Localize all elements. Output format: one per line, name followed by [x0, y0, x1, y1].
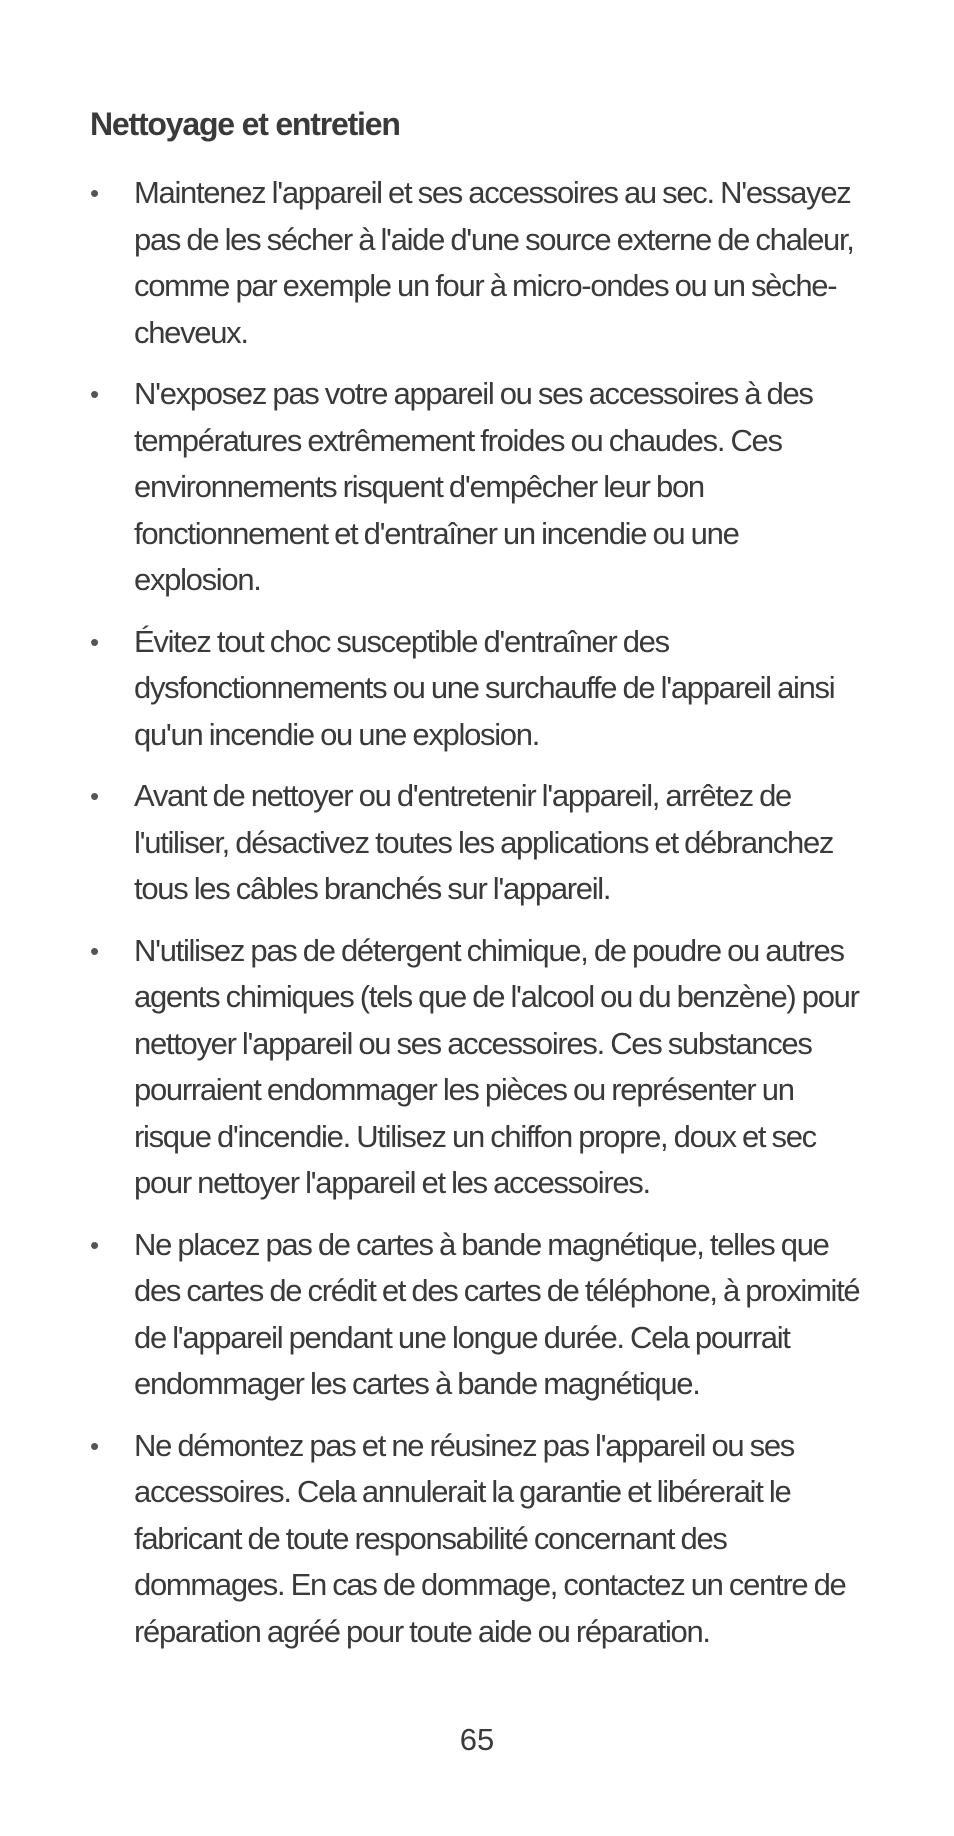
- list-item: [90, 773, 870, 913]
- bullet-icon: •: [90, 626, 98, 657]
- list-item-text: Évitez tout choc susceptible d'entraîner des dysfonctionnements ou une surchauffe de l'appareil ainsi qu'un incendie ou une explosion.: [134, 623, 835, 752]
- list-item: [90, 1423, 870, 1656]
- list-item: [90, 371, 870, 604]
- bullet-icon: •: [90, 781, 98, 811]
- list-item-text: Avant de nettoyer ou d'entretenir l'appareil, arrêtez de l'utiliser, désactivez toutes les applications et débranchez tous les câbles branchés sur l'appareil.: [134, 778, 834, 906]
- list-item-text: N'exposez pas votre appareil ou ses accessoires à des températures extrêmement froides ou chaudes. Ces environnements risquent d'empêcher leur bon fonctionnement et d'entraîner un incendie ou une explosion.: [134, 376, 813, 597]
- bullet-list: [90, 170, 870, 1670]
- list-item-text: Ne démontez pas et ne réusinez pas l'appareil ou ses accessoires. Cela annulerait la garantie et libérerait le fabricant de toute responsabilité concernant des dommages. En cas de dommage, contactez un centre de réparation agréé pour toute aide ou réparation.: [134, 1427, 846, 1649]
- list-item-text: N'utilisez pas de détergent chimique, de poudre ou autres agents chimiques (tels que de l'alcool ou du benzène) pour nettoyer l'appareil ou ses accessoires. Ces substances pourraient endommager les pièces ou représenter un risque d'incendie. Utilisez un chiffon propre, doux et sec pour nettoyer l'appareil et les accessoires.: [134, 932, 859, 1200]
- page-number: 65: [459, 1722, 495, 1757]
- bullet-icon: •: [90, 935, 98, 966]
- section-heading: Nettoyage et entretien: [90, 106, 400, 142]
- list-item: [90, 1222, 870, 1408]
- list-item: [90, 170, 870, 356]
- bullet-icon: •: [90, 1229, 98, 1260]
- list-item-text: Ne placez pas de cartes à bande magnétique, telles que des cartes de crédit et des cartes de téléphone, à proximité de l'appareil pendant une longue durée. Cela pourrait endommager les cartes à bande magnétique.: [134, 1226, 860, 1401]
- bullet-icon: •: [90, 379, 98, 409]
- list-item: [90, 928, 870, 1207]
- bullet-icon: •: [90, 178, 98, 208]
- list-item-text: Maintenez l'appareil et ses accessoires au sec. N'essayez pas de les sécher à l'aide d'une source externe de chaleur, comme par exemple un four à micro-ondes ou un sèche-cheveux.: [134, 175, 854, 350]
- list-item: [90, 619, 870, 759]
- bullet-icon: •: [90, 1430, 98, 1461]
